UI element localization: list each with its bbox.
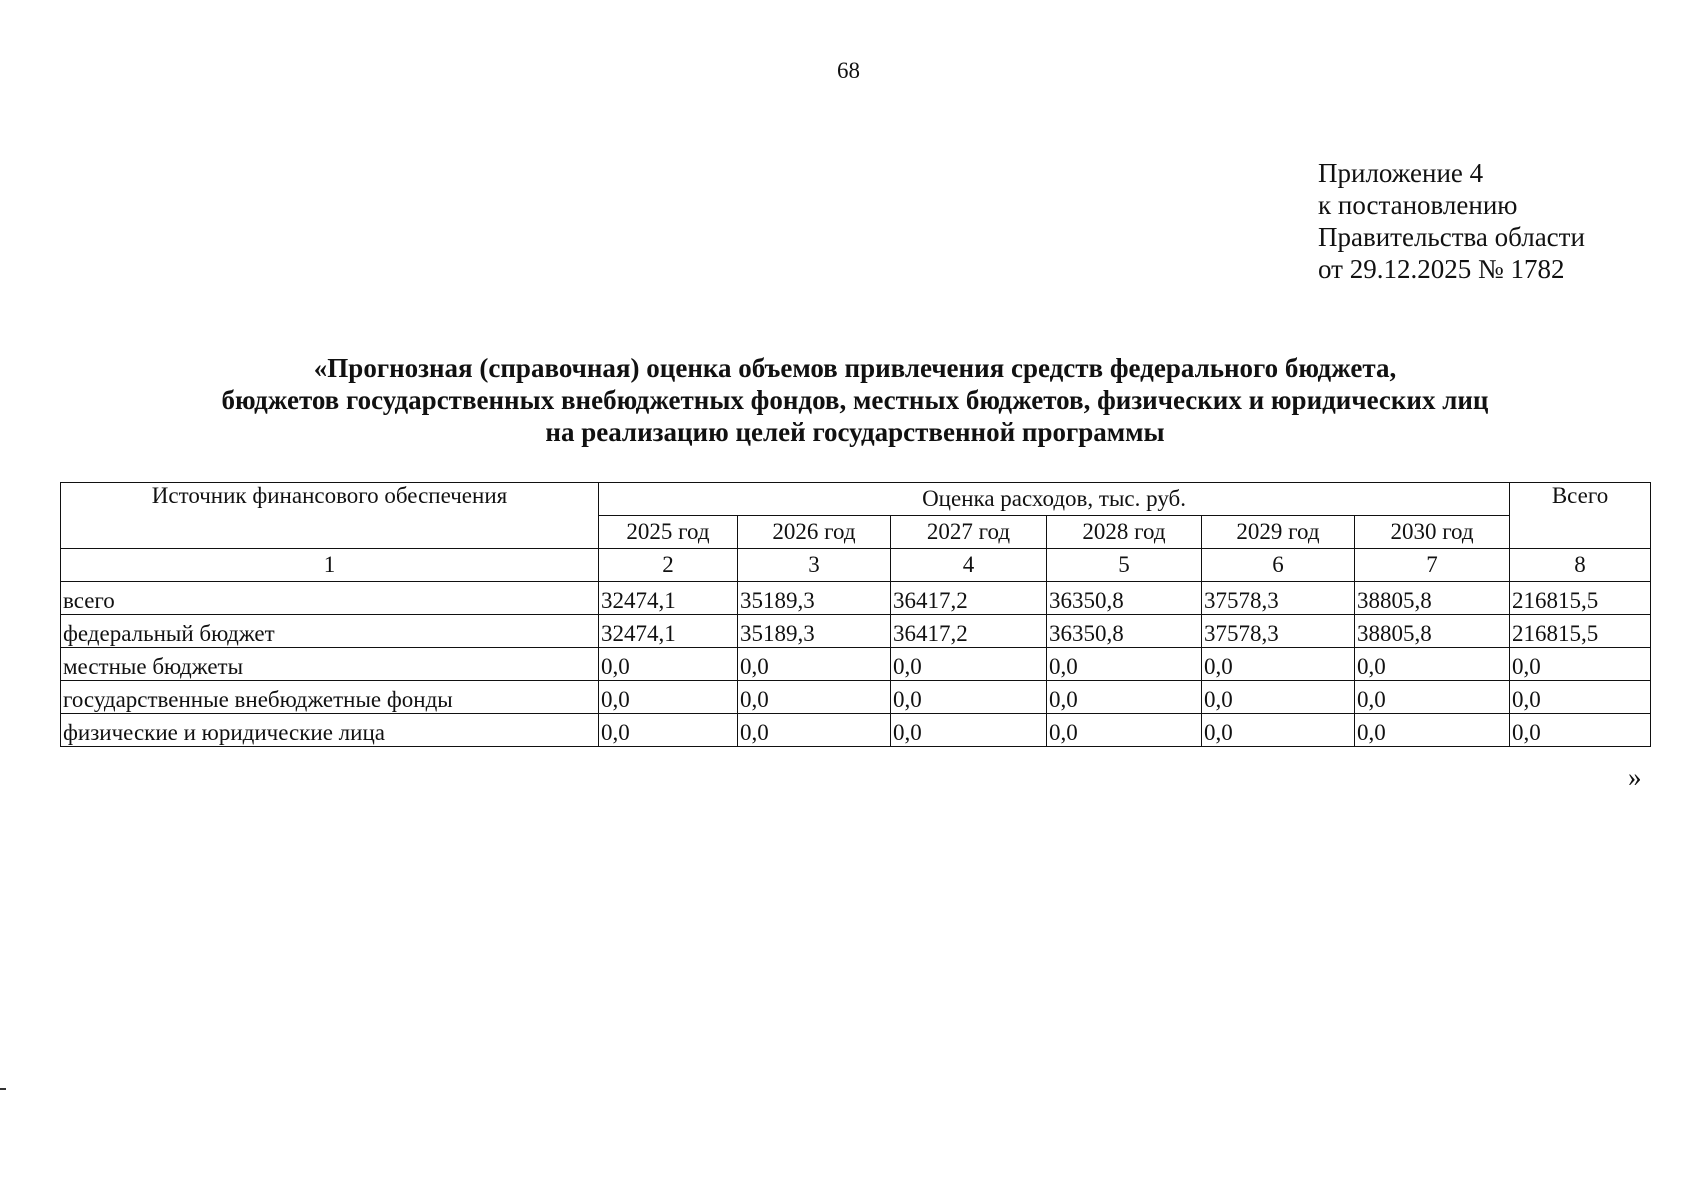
table-cell: 0,0	[1047, 714, 1202, 747]
table-cell: 0,0	[599, 714, 738, 747]
title-line: на реализацию целей государственной программы	[545, 417, 1165, 447]
table-cell: 0,0	[1510, 681, 1651, 714]
table-cell: 0,0	[891, 714, 1047, 747]
table-cell: 0,0	[1355, 648, 1510, 681]
margin-mark	[0, 1088, 6, 1090]
table-cell: 0,0	[738, 714, 891, 747]
table-cell: 0,0	[1355, 681, 1510, 714]
column-number: 7	[1355, 549, 1510, 582]
appendix-block	[1318, 157, 1585, 285]
column-number: 4	[891, 549, 1047, 582]
table-cell: 0,0	[738, 681, 891, 714]
table-cell: 0,0	[891, 648, 1047, 681]
table-cell: 36350,8	[1047, 582, 1202, 615]
table-cell: 0,0	[1355, 714, 1510, 747]
page-number: 68	[837, 58, 860, 83]
table-row	[61, 714, 1651, 747]
table-row	[61, 615, 1651, 648]
table-cell: 36350,8	[1047, 615, 1202, 648]
table-cell: 216815,5	[1510, 582, 1651, 615]
year-header: 2028 год	[1047, 516, 1202, 549]
table-row	[61, 681, 1651, 714]
table-cell: 0,0	[1202, 681, 1355, 714]
table-cell: 37578,3	[1202, 582, 1355, 615]
table-row	[61, 648, 1651, 681]
table-cell: 0,0	[891, 681, 1047, 714]
row-label: государственные внебюджетные фонды	[61, 681, 599, 714]
table-cell: 0,0	[599, 648, 738, 681]
table-cell: 0,0	[599, 681, 738, 714]
title-line: бюджетов государственных внебюджетных фондов, местных бюджетов, физических и юридических лиц	[221, 385, 1489, 415]
table-cell: 36417,2	[891, 615, 1047, 648]
table-cell: 0,0	[738, 648, 891, 681]
table-cell: 0,0	[1202, 714, 1355, 747]
appendix-line: к постановлению	[1318, 190, 1518, 220]
column-number: 3	[738, 549, 891, 582]
table-cell: 216815,5	[1510, 615, 1651, 648]
table-row	[61, 582, 1651, 615]
column-number: 5	[1047, 549, 1202, 582]
row-label: федеральный бюджет	[61, 615, 599, 648]
column-number: 8	[1510, 549, 1651, 582]
year-header: 2026 год	[738, 516, 891, 549]
estimate-header: Оценка расходов, тыс. руб.	[599, 483, 1510, 516]
table-cell: 38805,8	[1355, 582, 1510, 615]
row-label: местные бюджеты	[61, 648, 599, 681]
table-cell: 35189,3	[738, 582, 891, 615]
year-header: 2029 год	[1202, 516, 1355, 549]
row-label: физические и юридические лица	[61, 714, 599, 747]
financing-table	[60, 482, 1651, 747]
table-cell: 0,0	[1047, 681, 1202, 714]
appendix-line: Приложение 4	[1318, 158, 1484, 188]
table-cell: 32474,1	[599, 615, 738, 648]
table-cell: 32474,1	[599, 582, 738, 615]
appendix-line: от 29.12.2025 № 1782	[1318, 254, 1565, 284]
table-cell: 0,0	[1047, 648, 1202, 681]
year-header: 2030 год	[1355, 516, 1510, 549]
year-header: 2025 год	[599, 516, 738, 549]
table-cell: 35189,3	[738, 615, 891, 648]
closing-quote: »	[1628, 762, 1642, 792]
column-number: 6	[1202, 549, 1355, 582]
table-cell: 0,0	[1510, 648, 1651, 681]
total-header: Всего	[1510, 483, 1651, 549]
row-label: всего	[61, 582, 599, 615]
table-cell: 37578,3	[1202, 615, 1355, 648]
table-cell: 0,0	[1202, 648, 1355, 681]
appendix-line: Правительства области	[1318, 222, 1585, 252]
document-title	[60, 352, 1650, 448]
column-number: 2	[599, 549, 738, 582]
table-cell: 38805,8	[1355, 615, 1510, 648]
source-header: Источник финансового обеспечения	[61, 483, 599, 549]
year-header: 2027 год	[891, 516, 1047, 549]
title-line: «Прогнозная (справочная) оценка объемов привлечения средств федерального бюджета,	[313, 353, 1397, 383]
column-number: 1	[61, 549, 599, 582]
column-number-row	[61, 549, 1651, 582]
table-cell: 0,0	[1510, 714, 1651, 747]
table-cell: 36417,2	[891, 582, 1047, 615]
